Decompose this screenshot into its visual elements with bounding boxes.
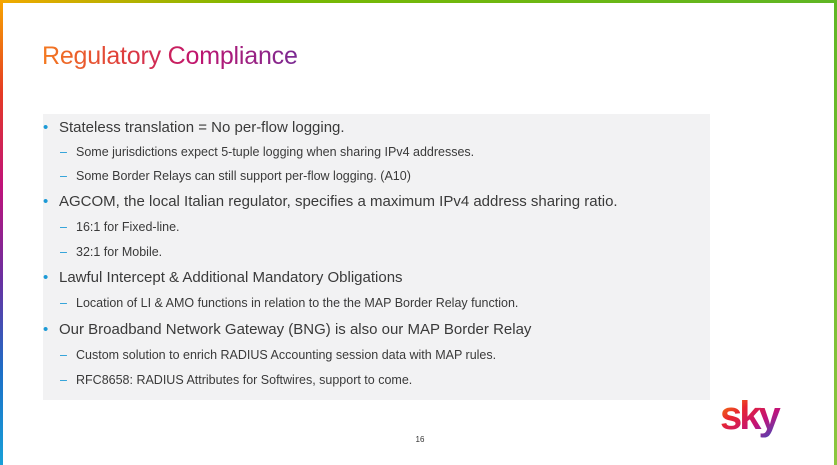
sub-bullet-text: 32:1 for Mobile. <box>76 245 163 259</box>
sky-logo <box>720 395 800 441</box>
bullet-list <box>43 114 710 400</box>
bullet-marker: • <box>43 193 49 210</box>
bullet-marker: • <box>43 119 49 136</box>
sub-bullet-marker: – <box>60 220 67 234</box>
sub-bullet-text: 16:1 for Fixed-line. <box>76 220 180 234</box>
bullet-marker: • <box>43 321 49 338</box>
sub-bullet-marker: – <box>60 169 67 183</box>
svg-text:sky: sky <box>720 395 778 438</box>
slide-left-border <box>0 0 3 465</box>
sub-bullet-text: Some Border Relays can still support per-flow logging. (A10) <box>76 169 411 183</box>
sub-bullet-marker: – <box>60 373 67 387</box>
page-number: 16 <box>415 435 425 444</box>
bullet-marker: • <box>43 269 49 286</box>
bullet-text: Stateless translation = No per-flow logging. <box>59 119 345 136</box>
bullet-text: Our Broadband Network Gateway (BNG) is also our MAP Border Relay <box>59 321 532 338</box>
slide-top-border <box>0 0 837 3</box>
sub-bullet-marker: – <box>60 145 67 159</box>
sub-bullet-text: Some jurisdictions expect 5-tuple logging when sharing IPv4 addresses. <box>76 145 475 159</box>
sub-bullet-marker: – <box>60 245 67 259</box>
sub-bullet-text: Location of LI & AMO functions in relation to the the MAP Border Relay function. <box>76 296 519 310</box>
bullet-text: AGCOM, the local Italian regulator, specifies a maximum IPv4 address sharing ratio. <box>59 193 618 210</box>
sub-bullet-text: Custom solution to enrich RADIUS Accounting session data with MAP rules. <box>76 348 497 362</box>
slide-title: Regulatory Compliance <box>42 42 298 70</box>
sub-bullet-marker: – <box>60 348 67 362</box>
sub-bullet-text: RFC8658: RADIUS Attributes for Softwires, support to come. <box>76 373 413 387</box>
sub-bullet-marker: – <box>60 296 67 310</box>
bullet-text: Lawful Intercept & Additional Mandatory Obligations <box>59 269 403 286</box>
